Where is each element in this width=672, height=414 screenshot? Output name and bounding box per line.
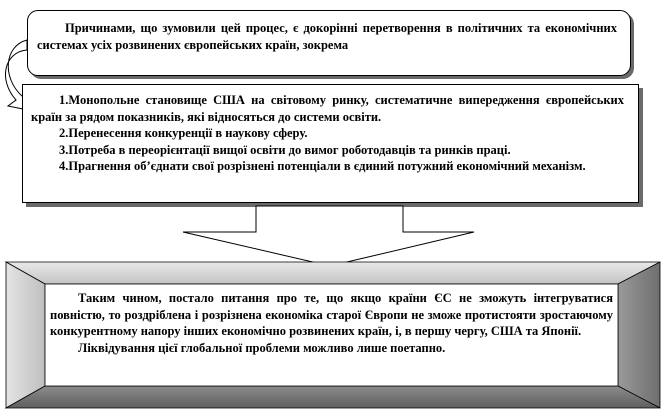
conclusion-paragraph-1: Таким чином, постало питання про те, що якщо країни ЄС не зможуть інтегруватися повністю, то роздріблена і розрізнена економіка старої Європи не зможе протистояти зростаючому конкурентному напору інших економічно розвинених країн, і, в першу чергу, США та Японії. [50, 291, 613, 338]
cause-item-1: 1.Монопольне становище США на світовому ринку, систематичне випередження європейських країн за рядом показників, які відносяться до системи освіти. [31, 93, 624, 124]
conclusion-paragraph-2: Ліквідування цієї глобальної проблеми можливо лише поетапно. [78, 340, 446, 355]
cause-item-2: 2.Перенесення конкуренції в наукову сферу. [59, 126, 308, 140]
cause-item-4: 4.Прагнення об’єднати свої розрізнені потенціали в єдиний потужний економічний механізм. [59, 159, 586, 173]
conclusion-text [50, 290, 613, 356]
causes-intro-text: Причинами, що зумовили цей процес, є докорінні перетворення в політичних та економічних системах усіх розвинених європейських країн, зокрема [37, 21, 617, 52]
cause-item-3: 3.Потреба в переорієнтації вищої освіти до вимог роботодавців та ринків праці. [59, 142, 511, 157]
